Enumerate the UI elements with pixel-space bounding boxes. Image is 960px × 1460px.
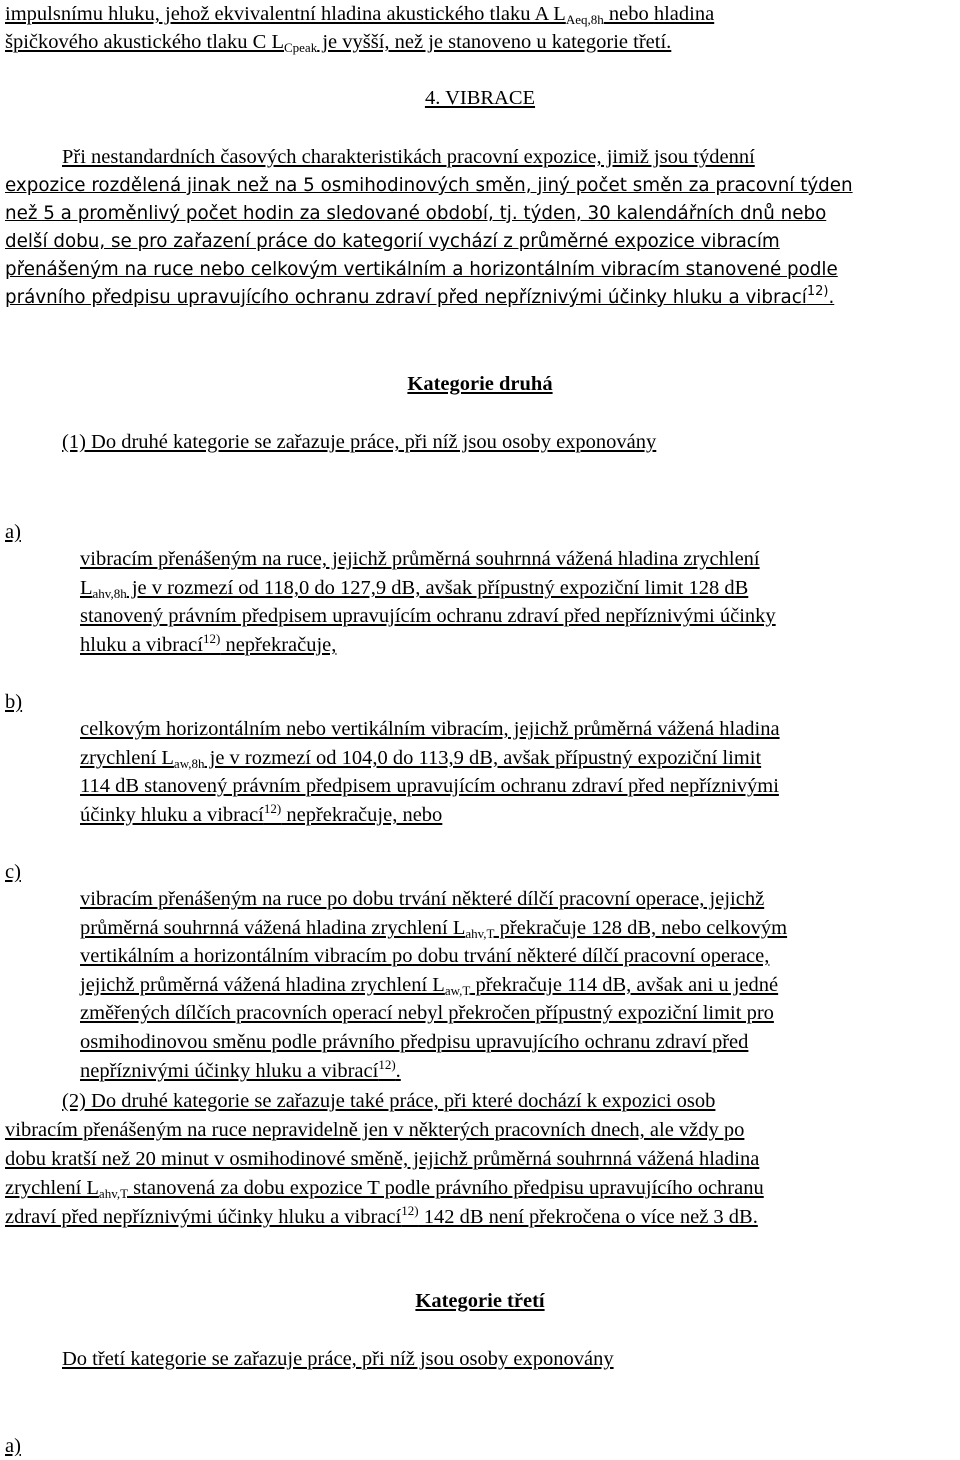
item-b-line-3: 114 dB stanovený právním předpisem upravujícím ochranu zdraví před nepříznivými (80, 775, 779, 797)
intro-line-1 (5, 0, 714, 28)
item-b-line-1: celkovým horizontálním nebo vertikálním vibracím, jejichž průměrná vážená hladina (80, 718, 780, 740)
superscript: 12) (378, 1057, 396, 1072)
text: . (828, 287, 835, 308)
section-para-line-2: expozice rozdělená jinak než na 5 osmihodinových směn, jiný počet směn za pracovní týden (5, 175, 853, 196)
item-c-line-5: změřených dílčích pracovních operací nebyl překročen přípustný expoziční limit pro (80, 1002, 774, 1024)
text: překračuje 114 dB, avšak ani u jedné (470, 974, 779, 996)
item-c-line-4 (80, 971, 778, 999)
para-2-line-3: dobu kratší než 20 minut v osmihodinové směně, jejichž průměrná souhrnná vážená hladina (5, 1148, 760, 1170)
text: . (395, 1060, 401, 1082)
text: je v rozmezí od 118,0 do 127,9 dB, avšak přípustný expoziční limit 128 dB (126, 577, 749, 599)
category-2-lead: (1) Do druhé kategorie se zařazuje práce, při níž jsou osoby exponovány (62, 431, 657, 453)
text: zdraví před nepříznivými účinky hluku a vibrací (5, 1206, 402, 1228)
text: je v rozmezí od 104,0 do 113,9 dB, avšak přípustný expoziční limit (204, 747, 762, 769)
para-2-line-2: vibracím přenášeným na ruce nepravidelně jen v některých pracovních dnech, ale vždy po (5, 1119, 745, 1141)
item-a-line-4 (80, 631, 336, 659)
para-2-line-4 (5, 1174, 764, 1202)
subscript: ahv,T (465, 926, 495, 941)
text: hluku a vibrací (80, 634, 203, 656)
para-2-line-5 (5, 1203, 758, 1231)
section-para-line-3: než 5 a proměnlivý počet hodin za sledované období, tj. týden, 30 kalendářních dnů nebo (5, 203, 827, 224)
item-a-line-3: stanovený právním předpisem upravujícím ochranu zdraví před nepříznivými účinky (80, 605, 776, 627)
subscript: aw,8h (173, 756, 205, 771)
text: účinky hluku a vibrací (80, 804, 264, 826)
text: zrychlení L (80, 747, 174, 769)
superscript: 12) (401, 1203, 419, 1218)
text: jejichž průměrná vážená hladina zrychlení L (80, 974, 445, 996)
subscript: Cpeak (283, 40, 318, 55)
item-c-line-6: osmihodinovou směnu podle právního předpisu upravujícího ochranu zdraví před (80, 1031, 749, 1053)
item-c-line-2 (80, 914, 787, 942)
section-para-line-1: Při nestandardních časových charakteristikách pracovní expozice, jimiž jsou týdenní (62, 146, 755, 168)
text: nebo hladina (603, 3, 715, 25)
item-c-label: c) (5, 861, 21, 883)
item-c-line-3: vertikálním a horizontálním vibracím po dobu trvání některé dílčí pracovní operace, (80, 945, 770, 967)
section-para-line-4: delší dobu, se pro zařazení práce do kategorií vychází z průměrné expozice vibracím (5, 231, 780, 252)
category-3-lead: Do třetí kategorie se zařazuje práce, při níž jsou osoby exponovány (62, 1348, 614, 1370)
text: zrychlení L (5, 1177, 99, 1199)
heading-category-3: Kategorie třetí (415, 1290, 545, 1312)
text: nepříznivými účinky hluku a vibrací (80, 1060, 379, 1082)
category-3-item-a-label: a) (5, 1435, 21, 1457)
text: L (80, 577, 93, 599)
item-b-label: b) (5, 691, 23, 713)
text: impulsnímu hluku, jehož ekvivalentní hladina akustického tlaku A L (5, 3, 566, 25)
text: překračuje 128 dB, nebo celkovým (494, 917, 788, 939)
item-a-line-2 (80, 574, 748, 602)
subscript: ahv,8h (92, 586, 127, 601)
section-title: 4. VIBRACE (424, 87, 536, 109)
text: nepřekračuje, nebo (281, 804, 443, 826)
heading-category-2: Kategorie druhá (407, 373, 553, 395)
text: 142 dB není překročena o více než 3 dB. (418, 1206, 758, 1228)
item-b-line-4 (80, 801, 442, 829)
text: špičkového akustického tlaku C L (5, 31, 284, 53)
item-a-line-1: vibracím přenášeným na ruce, jejichž průměrná souhrnná vážená hladina zrychlení (80, 548, 760, 570)
text: stanovená za dobu expozice T podle právního předpisu upravujícího ochranu (128, 1177, 764, 1199)
text: právního předpisu upravujícího ochranu zdraví před nepříznivými účinky hluku a vibrací (5, 287, 807, 308)
text: průměrná souhrnná vážená hladina zrychlení L (80, 917, 466, 939)
text: je vyšší, než je stanoveno u kategorie třetí. (317, 31, 672, 53)
subscript: ahv,T (98, 1186, 129, 1201)
item-b-line-2 (80, 744, 761, 772)
superscript: 12) (202, 631, 221, 646)
section-para-line-5: přenášeným na ruce nebo celkovým vertikálním a horizontálním vibracím stanovené podle (5, 259, 838, 280)
item-c-line-1: vibracím přenášeným na ruce po dobu trvání některé dílčí pracovní operace, jejichž (80, 888, 765, 910)
intro-line-2 (5, 28, 671, 56)
text: nepřekračuje, (220, 634, 337, 656)
section-para-line-6 (5, 284, 834, 312)
item-c-line-7 (80, 1057, 401, 1085)
superscript: 12) (263, 801, 282, 816)
item-a-label: a) (5, 521, 21, 543)
superscript: 12) (806, 284, 829, 299)
subscript: aw,T (444, 983, 471, 998)
subscript: Aeq,8h (565, 12, 604, 27)
para-2-line-1: (2) Do druhé kategorie se zařazuje také práce, při které dochází k expozici osob (62, 1090, 716, 1112)
